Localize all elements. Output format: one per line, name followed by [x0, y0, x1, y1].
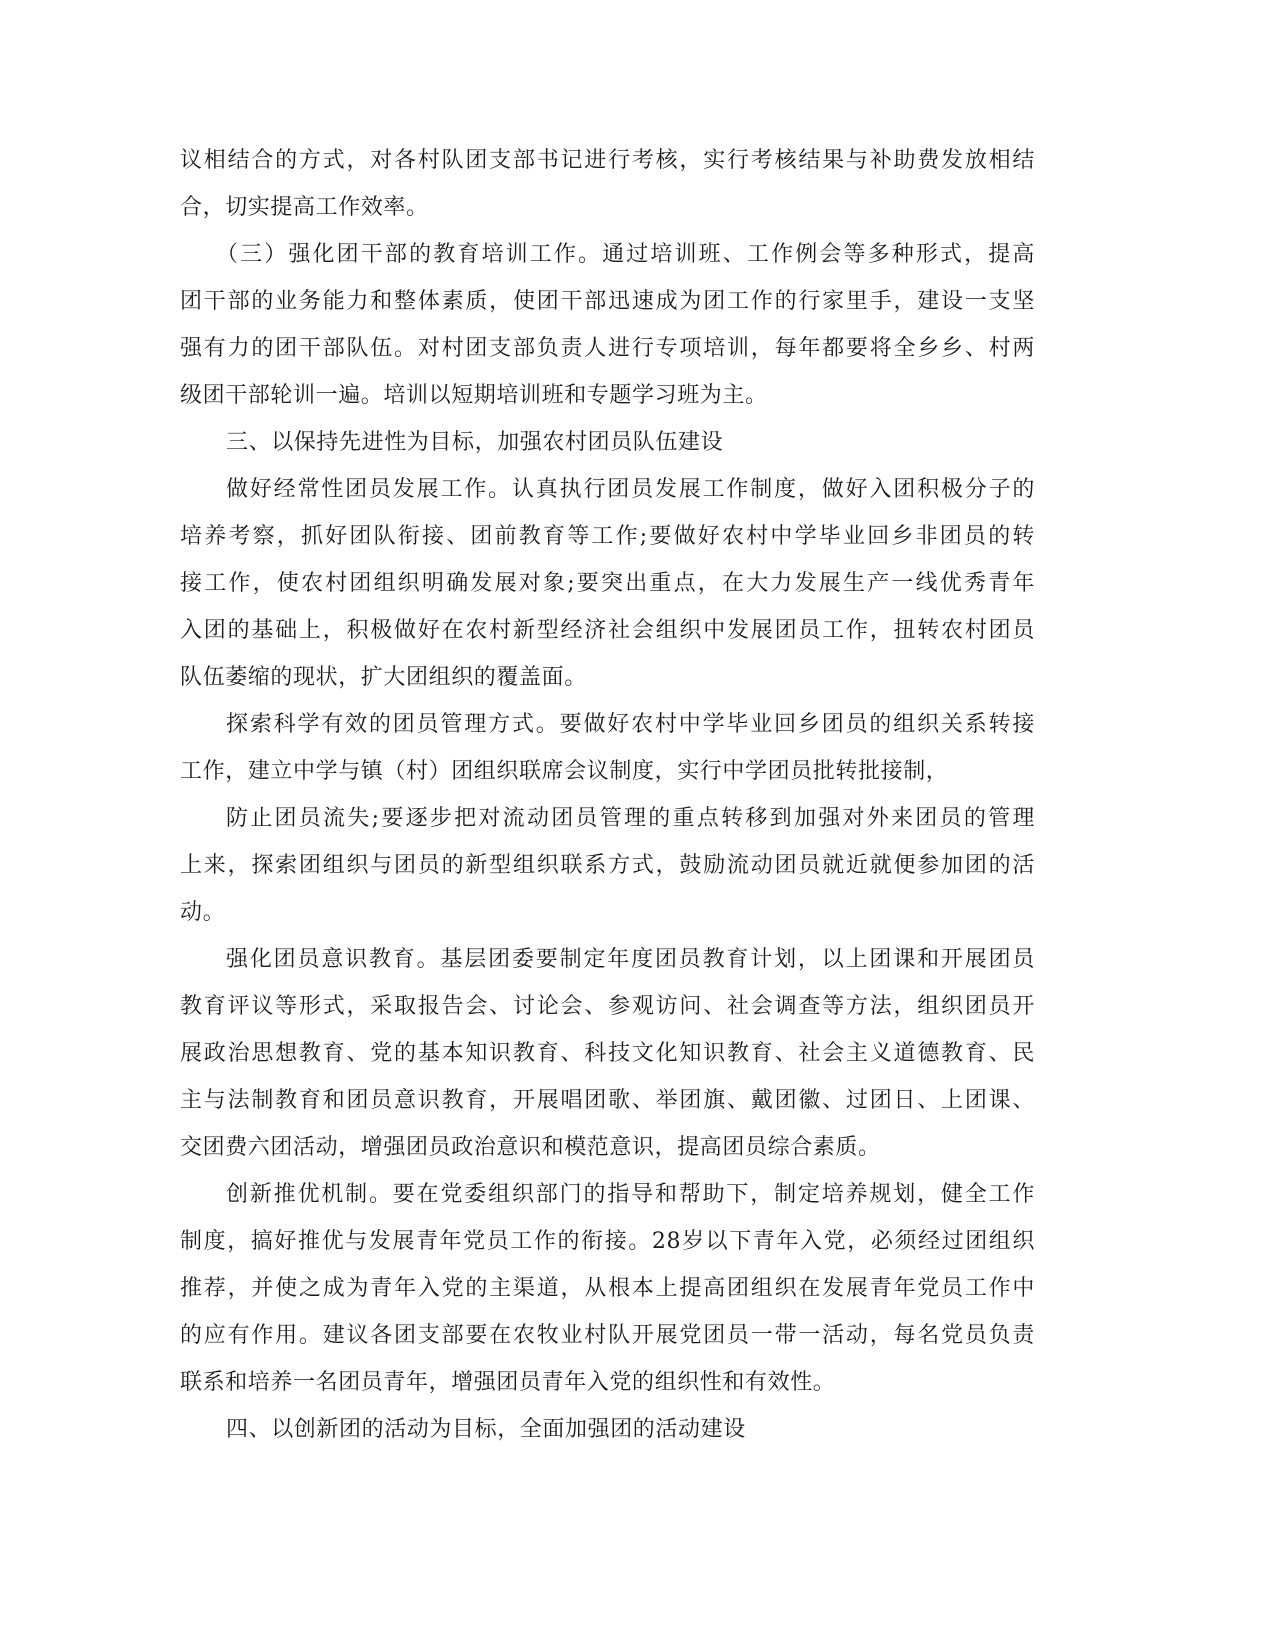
text-line-14: 工作，建立中学与镇（村）团组织联席会议制度，实行中学团员批转批接制， [180, 759, 949, 784]
section-heading-3: 三、以保持先进性为目标，加强农村团员队伍建设 [226, 430, 724, 455]
text-line-6: 级团干部轮训一遍。培训以短期培训班和专题学习班为主。 [180, 383, 768, 408]
text-line-15: 防止团员流失;要逐步把对流动团员管理的重点转移到加强对外来团员的管理 [226, 806, 1035, 831]
text-line-27: 联系和培养一名团员青年，增强团员青年入党的组织性和有效性。 [180, 1370, 836, 1395]
text-line-12: 队伍萎缩的现状，扩大团组织的覆盖面。 [180, 665, 587, 690]
text-line-11: 入团的基础上，积极做好在农村新型经济社会组织中发展团员工作，扭转农村团员 [180, 618, 1035, 643]
text-line-17: 动。 [180, 900, 226, 925]
text-line-25: 推荐，并使之成为青年入党的主渠道，从根本上提高团组织在发展青年党员工作中 [180, 1276, 1035, 1301]
text-line-4: 团干部的业务能力和整体素质，使团干部迅速成为团工作的行家里手，建设一支坚 [180, 289, 1035, 314]
text-line-26: 的应有作用。建议各团支部要在农牧业村队开展党团员一带一活动，每名党员负责 [180, 1323, 1035, 1348]
text-line-24: 制度，搞好推优与发展青年党员工作的衔接。28岁以下青年入党，必须经过团组织 [180, 1229, 1035, 1254]
text-line-20: 展政治思想教育、党的基本知识教育、科技文化知识教育、社会主义道德教育、民 [180, 1041, 1035, 1066]
text-line-10: 接工作，使农村团组织明确发展对象;要突出重点，在大力发展生产一线优秀青年 [180, 571, 1035, 596]
document-page [180, 137, 1035, 1453]
text-line-22: 交团费六团活动，增强团员政治意识和模范意识，提高团员综合素质。 [180, 1135, 881, 1160]
text-line-18: 强化团员意识教育。基层团委要制定年度团员教育计划，以上团课和开展团员 [226, 947, 1035, 972]
text-line-13: 探索科学有效的团员管理方式。要做好农村中学毕业回乡团员的组织关系转接 [226, 712, 1035, 737]
section-heading-4: 四、以创新团的活动为目标，全面加强团的活动建设 [226, 1417, 746, 1442]
text-line-8: 做好经常性团员发展工作。认真执行团员发展工作制度，做好入团积极分子的 [226, 477, 1035, 502]
text-line-9: 培养考察，抓好团队衔接、团前教育等工作;要做好农村中学毕业回乡非团员的转 [180, 524, 1035, 549]
text-line-3: （三）强化团干部的教育培训工作。通过培训班、工作例会等多种形式，提高 [216, 242, 1035, 267]
text-line-23: 创新推优机制。要在党委组织部门的指导和帮助下，制定培养规划，健全工作 [226, 1182, 1035, 1207]
text-line-2: 合，切实提高工作效率。 [180, 195, 429, 220]
text-line-1: 议相结合的方式，对各村队团支部书记进行考核，实行考核结果与补助费发放相结 [180, 148, 1035, 173]
text-line-16: 上来，探索团组织与团员的新型组织联系方式，鼓励流动团员就近就便参加团的活 [180, 853, 1035, 878]
text-line-21: 主与法制教育和团员意识教育，开展唱团歌、举团旗、戴团徽、过团日、上团课、 [180, 1088, 1035, 1113]
text-line-19: 教育评议等形式，采取报告会、讨论会、参观访问、社会调查等方法，组织团员开 [180, 994, 1035, 1019]
text-line-5: 强有力的团干部队伍。对村团支部负责人进行专项培训，每年都要将全乡乡、村两 [180, 336, 1035, 361]
